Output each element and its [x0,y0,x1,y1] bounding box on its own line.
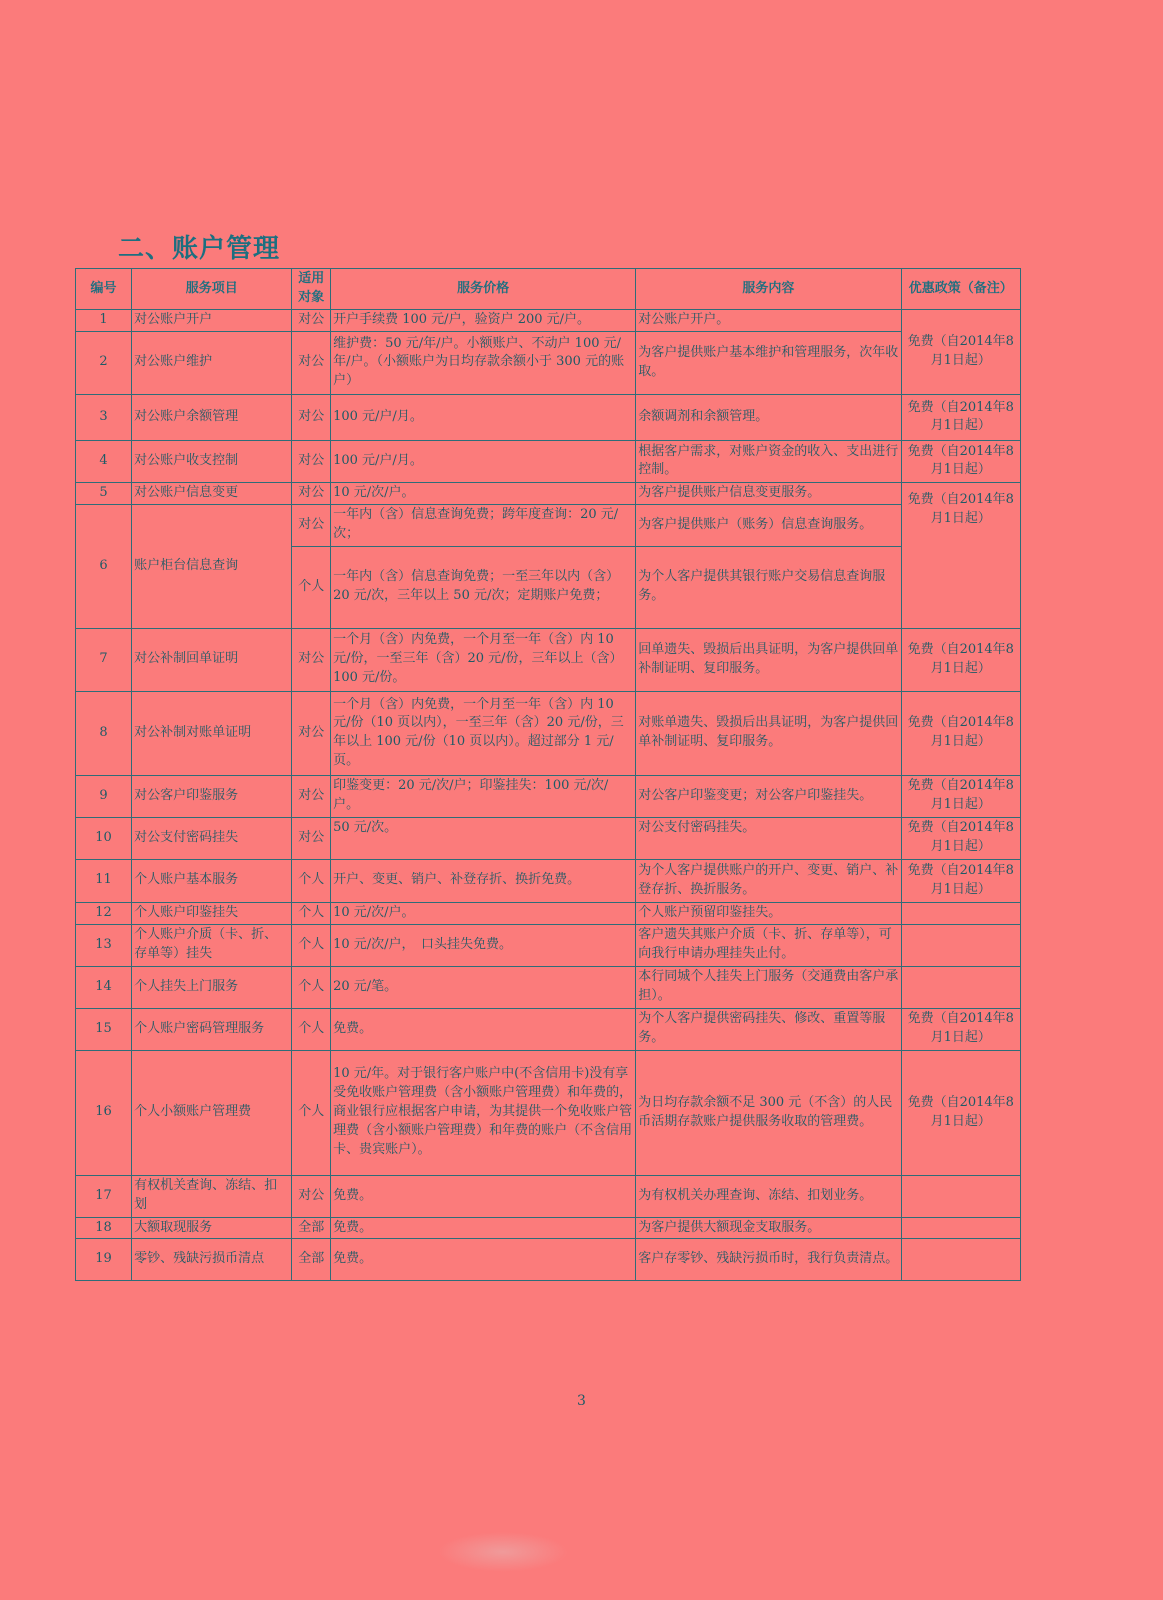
row-content: 客户遗失其账户介质（卡、折、存单等），可向我行申请办理挂失止付。 [636,924,901,966]
row-price: 10 元/次/户， 口头挂失免费。 [331,924,636,966]
row-content: 个人账户预留印鉴挂失。 [636,902,901,924]
row-content: 为客户提供账户信息变更服务。 [636,482,901,504]
row-target: 对公 [292,775,331,817]
row-no: 19 [76,1239,132,1281]
row-no: 8 [76,691,132,775]
row-price: 一个月（含）内免费，一个月至一年（含）内 10 元/份，一至三年（含）20 元/份，三年以上（含）100 元/份。 [331,628,636,691]
row-target: 对公 [292,482,331,504]
row-item: 有权机关查询、冻结、扣划 [132,1175,292,1217]
row-no: 16 [76,1050,132,1175]
row-item: 对公支付密码挂失 [132,817,292,859]
header-content: 服务内容 [636,269,901,310]
row-target: 对公 [292,817,331,859]
row-content: 为个人客户提供账户的开户、变更、销户、补登存折、换折服务。 [636,859,901,902]
row-target: 对公 [292,691,331,775]
row-price: 10 元/年。对于银行客户账户中(不含信用卡)没有享受免收账户管理费（含小额账户管理费）和年费的，商业银行应根据客户申请，为其提供一个免收账户管理费（含小额账户管理费）和年费的账户（不含信用卡、贵宾账户）。 [331,1050,636,1175]
row-no: 3 [76,394,132,440]
row-price: 100 元/户/月。 [331,394,636,440]
header-policy: 优惠政策（备注） [901,269,1020,310]
table-row [76,310,1021,332]
row-no: 13 [76,924,132,966]
row-content: 为客户提供账户基本维护和管理服务，次年收取。 [636,331,901,394]
row-policy: 免费（自2014年8月1日起） [901,310,1020,395]
row-target: 全部 [292,1217,331,1239]
row-target: 对公 [292,440,331,482]
row-no: 11 [76,859,132,902]
row-target: 个人 [292,902,331,924]
table-row [76,817,1021,859]
row-target: 个人 [292,966,331,1008]
table-row [76,331,1021,394]
row-target: 个人 [292,859,331,902]
row-item: 个人挂失上门服务 [132,966,292,1008]
row-content: 为客户提供大额现金支取服务。 [636,1217,901,1239]
row-price: 一年内（含）信息查询免费；跨年度查询：20 元/次； [331,504,636,546]
row-price: 一个月（含）内免费，一个月至一年（含）内 10 元/份（10 页以内），一至三年（含）20 元/份，三年以上 100 元/份（10 页以内）。超过部分 1 元/页。 [331,691,636,775]
row-policy: 免费（自2014年8月1日起） [901,1050,1020,1175]
table-row [76,775,1021,817]
row-target: 对公 [292,628,331,691]
row-policy: 免费（自2014年8月1日起） [901,859,1020,902]
row-content: 为有权机关办理查询、冻结、扣划业务。 [636,1175,901,1217]
table-row [76,628,1021,691]
row-item: 个人账户介质（卡、折、存单等）挂失 [132,924,292,966]
header-target: 适用对象 [292,269,331,310]
row-target: 个人 [292,546,331,628]
row-item: 个人账户密码管理服务 [132,1008,292,1050]
scan-smudge [438,1532,568,1572]
row-no: 14 [76,966,132,1008]
row-no: 1 [76,310,132,332]
row-no: 6 [76,504,132,628]
row-policy [901,1239,1020,1281]
row-no: 17 [76,1175,132,1217]
row-item: 个人账户基本服务 [132,859,292,902]
table-row [76,482,1021,504]
row-policy: 免费（自2014年8月1日起） [901,628,1020,691]
row-content: 客户存零钞、残缺污损币时，我行负责清点。 [636,1239,901,1281]
row-no: 18 [76,1217,132,1239]
row-target: 个人 [292,1050,331,1175]
row-policy: 免费（自2014年8月1日起） [901,817,1020,859]
row-item: 对公账户余额管理 [132,394,292,440]
row-no: 5 [76,482,132,504]
row-content: 为日均存款余额不足 300 元（不含）的人民币活期存款账户提供服务收取的管理费。 [636,1050,901,1175]
row-item: 个人账户印鉴挂失 [132,902,292,924]
row-item: 对公补制回单证明 [132,628,292,691]
row-policy: 免费（自2014年8月1日起） [901,440,1020,482]
table-row [76,394,1021,440]
row-content: 对公支付密码挂失。 [636,817,901,859]
row-content: 为客户提供账户（账务）信息查询服务。 [636,504,901,546]
header-item: 服务项目 [132,269,292,310]
header-no: 编号 [76,269,132,310]
row-price: 开户、变更、销户、补登存折、换折免费。 [331,859,636,902]
row-target: 对公 [292,1175,331,1217]
section-title: 二、账户管理 [118,234,281,264]
table-row [76,1175,1021,1217]
row-price: 免费。 [331,1239,636,1281]
row-target: 个人 [292,924,331,966]
table-row [76,902,1021,924]
row-item: 对公账户收支控制 [132,440,292,482]
row-no: 7 [76,628,132,691]
page-number: 3 [577,1393,586,1409]
row-item: 账户柜台信息查询 [132,504,292,628]
row-policy [901,966,1020,1008]
row-content: 为个人客户提供密码挂失、修改、重置等服务。 [636,1008,901,1050]
row-item: 对公账户开户 [132,310,292,332]
row-price: 免费。 [331,1217,636,1239]
row-policy: 免费（自2014年8月1日起） [901,1008,1020,1050]
row-price: 维护费：50 元/年/户。小额账户、不动户 100 元/年/户。（小额账户为日均存款余额小于 300 元的账户） [331,331,636,394]
table-row [76,691,1021,775]
row-content: 本行同城个人挂失上门服务（交通费由客户承担）。 [636,966,901,1008]
table-row [76,859,1021,902]
row-policy: 免费（自2014年8月1日起） [901,775,1020,817]
table-row [76,924,1021,966]
row-content: 余额调剂和余额管理。 [636,394,901,440]
table-header-row [76,269,1021,310]
row-price: 10 元/次/户。 [331,482,636,504]
row-target: 对公 [292,504,331,546]
row-no: 12 [76,902,132,924]
row-price: 印鉴变更：20 元/次/户；印鉴挂失：100 元/次/户。 [331,775,636,817]
row-item: 对公账户信息变更 [132,482,292,504]
table-row [76,504,1021,546]
row-price: 50 元/次。 [331,817,636,859]
row-item: 大额取现服务 [132,1217,292,1239]
row-policy [901,924,1020,966]
row-target: 对公 [292,394,331,440]
row-policy [901,902,1020,924]
row-price: 免费。 [331,1008,636,1050]
row-policy: 免费（自2014年8月1日起） [901,482,1020,628]
row-price: 10 元/次/户。 [331,902,636,924]
row-content: 为个人客户提供其银行账户交易信息查询服务。 [636,546,901,628]
row-target: 全部 [292,1239,331,1281]
row-no: 15 [76,1008,132,1050]
row-item: 对公账户维护 [132,331,292,394]
row-target: 个人 [292,1008,331,1050]
row-price: 100 元/户/月。 [331,440,636,482]
row-no: 2 [76,331,132,394]
row-policy: 免费（自2014年8月1日起） [901,394,1020,440]
table-row [76,440,1021,482]
row-price: 免费。 [331,1175,636,1217]
table-row [76,1217,1021,1239]
row-content: 对账单遗失、毁损后出具证明，为客户提供回单补制证明、复印服务。 [636,691,901,775]
row-item: 零钞、残缺污损币清点 [132,1239,292,1281]
row-no: 4 [76,440,132,482]
row-no: 10 [76,817,132,859]
table-row [76,1239,1021,1281]
row-price: 开户手续费 100 元/户，验资户 200 元/户。 [331,310,636,332]
row-target: 对公 [292,331,331,394]
fee-table [75,268,1021,1281]
table-row [76,1008,1021,1050]
table-row [76,1050,1021,1175]
row-item: 个人小额账户管理费 [132,1050,292,1175]
row-item: 对公补制对账单证明 [132,691,292,775]
table-row [76,966,1021,1008]
row-content: 对公客户印鉴变更；对公客户印鉴挂失。 [636,775,901,817]
row-policy: 免费（自2014年8月1日起） [901,691,1020,775]
header-price: 服务价格 [331,269,636,310]
row-policy [901,1175,1020,1217]
row-content: 回单遗失、毁损后出具证明，为客户提供回单补制证明、复印服务。 [636,628,901,691]
row-content: 对公账户开户。 [636,310,901,332]
row-content: 根据客户需求，对账户资金的收入、支出进行控制。 [636,440,901,482]
row-price: 一年内（含）信息查询免费；一至三年以内（含）20 元/次，三年以上 50 元/次；定期账户免费； [331,546,636,628]
row-no: 9 [76,775,132,817]
row-item: 对公客户印鉴服务 [132,775,292,817]
row-target: 对公 [292,310,331,332]
row-price: 20 元/笔。 [331,966,636,1008]
row-policy [901,1217,1020,1239]
